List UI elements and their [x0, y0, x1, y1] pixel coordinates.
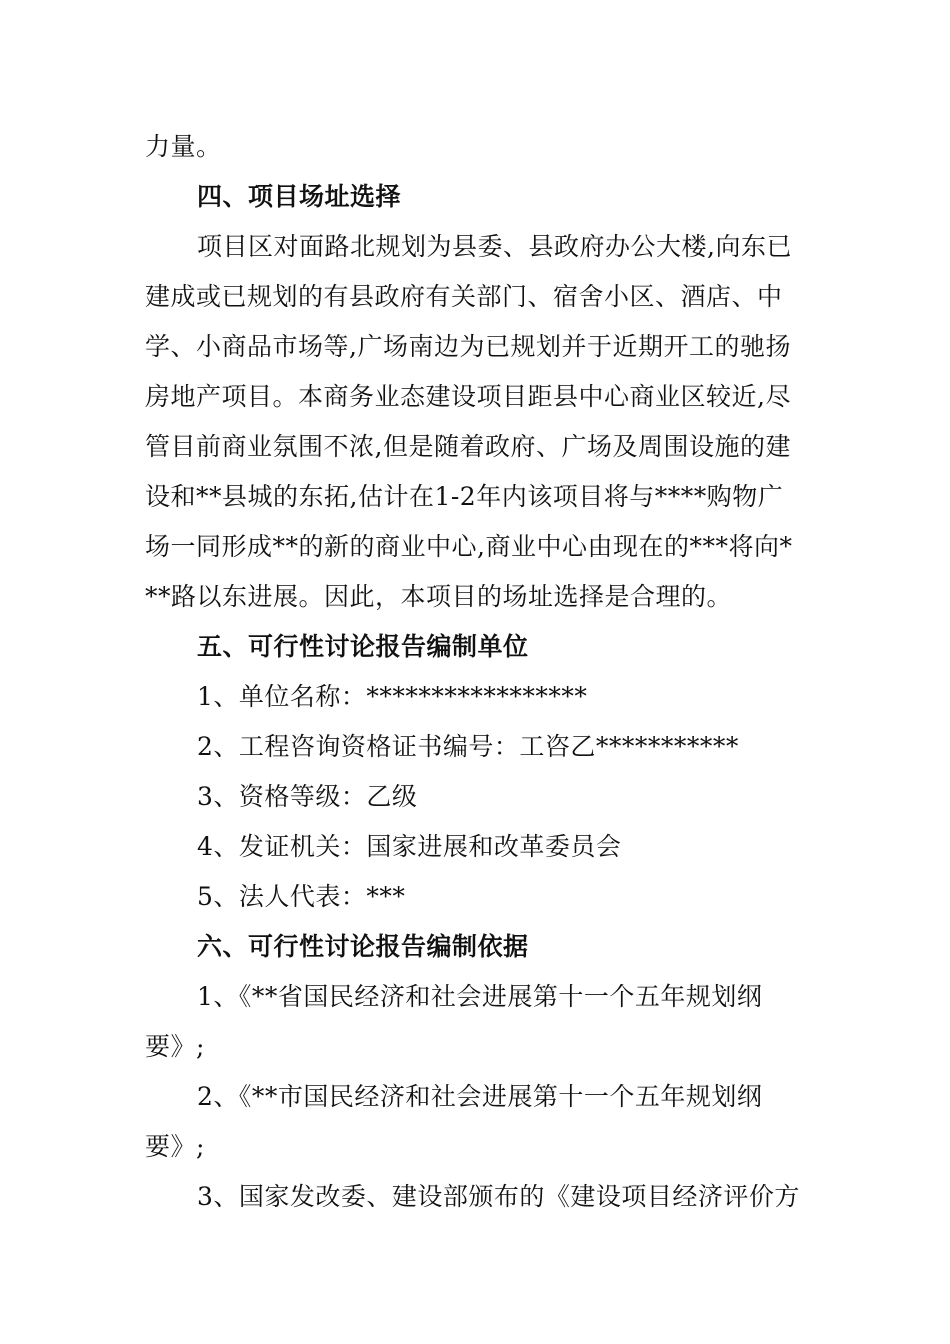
paragraph-line: 3、国家发改委、建设部颁布的《建设项目经济评价方	[197, 1182, 800, 1211]
paragraph-line: **路以东进展。因此，本项目的场址选择是合理的。	[145, 582, 733, 611]
section-heading: 四、项目场址选择	[197, 182, 402, 211]
paragraph-line: 1、《**省国民经济和社会进展第十一个五年规划纲	[197, 982, 763, 1011]
paragraph-line: 要》;	[145, 1132, 205, 1161]
paragraph-line: 力量。	[145, 132, 222, 161]
paragraph-line: 3、资格等级：乙级	[197, 782, 418, 811]
paragraph-line: 2、工程咨询资格证书编号：工咨乙***********	[197, 732, 739, 761]
paragraph-line: 4、发证机关：国家进展和改革委员会	[197, 832, 622, 861]
paragraph-line: 房地产项目。本商务业态建设项目距县中心商业区较近,尽	[145, 382, 791, 411]
document-page	[145, 122, 800, 1222]
paragraph-line: 管目前商业氛围不浓,但是随着政府、广场及周围设施的建	[145, 432, 791, 461]
paragraph-line: 要》;	[145, 1032, 205, 1061]
section-heading: 六、可行性讨论报告编制依据	[197, 932, 529, 961]
paragraph-line: 建成或已规划的有县政府有关部门、宿舍小区、酒店、中	[145, 282, 783, 311]
section-heading: 五、可行性讨论报告编制单位	[197, 632, 529, 661]
paragraph-line: 项目区对面路北规划为县委、县政府办公大楼,向东已	[197, 232, 792, 261]
paragraph-line: 5、法人代表：***	[197, 882, 406, 911]
paragraph-line: 场一同形成**的新的商业中心,商业中心由现在的***将向*	[145, 532, 793, 561]
paragraph-line: 1、单位名称：*****************	[197, 682, 588, 711]
paragraph-line: 学、小商品市场等,广场南边为已规划并于近期开工的驰扬	[145, 332, 791, 361]
paragraph-line: 设和**县城的东拓,估计在1-2年内该项目将与****购物广	[145, 482, 784, 511]
paragraph-line: 2、《**市国民经济和社会进展第十一个五年规划纲	[197, 1082, 763, 1111]
